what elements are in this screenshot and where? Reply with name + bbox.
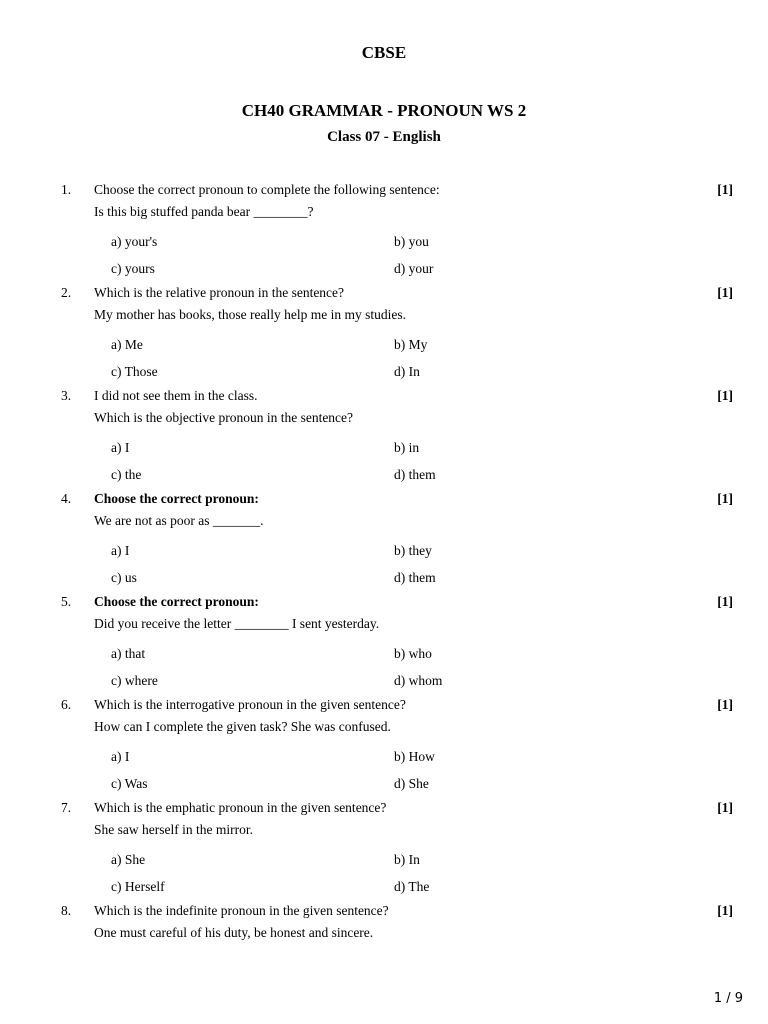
option-a: a) your's bbox=[111, 234, 158, 249]
question-number: 3. bbox=[61, 388, 72, 403]
option-b: b) in bbox=[394, 440, 420, 455]
option-c: c) Those bbox=[111, 364, 158, 379]
option-a: a) I bbox=[111, 543, 130, 558]
option-d: d) them bbox=[394, 570, 436, 585]
option-c: c) Was bbox=[111, 776, 148, 791]
question-marks: [1] bbox=[717, 491, 733, 506]
question-marks: [1] bbox=[717, 594, 733, 609]
option-a: a) I bbox=[111, 440, 130, 455]
option-b: b) In bbox=[394, 852, 420, 867]
question-subtext: Is this big stuffed panda bear ________? bbox=[94, 204, 314, 219]
option-b: b) My bbox=[394, 337, 428, 352]
worksheet-title: CH40 GRAMMAR - PRONOUN WS 2 bbox=[241, 101, 527, 120]
option-b: b) they bbox=[394, 543, 432, 558]
question-text: Which is the emphatic pronoun in the given sentence? bbox=[94, 800, 387, 815]
question-text: Which is the relative pronoun in the sentence? bbox=[94, 285, 345, 300]
question-subtext: Which is the objective pronoun in the sentence? bbox=[94, 410, 354, 425]
option-a: a) that bbox=[111, 646, 146, 661]
question-subtext: How can I complete the given task? She was confused. bbox=[94, 719, 391, 734]
option-c: c) yours bbox=[111, 261, 155, 276]
option-c: c) where bbox=[111, 673, 158, 688]
question-subtext: Did you receive the letter ________ I sent yesterday. bbox=[94, 616, 380, 631]
option-c: c) us bbox=[111, 570, 137, 585]
question-text: Which is the interrogative pronoun in the given sentence? bbox=[94, 697, 406, 712]
question-text: Choose the correct pronoun: bbox=[94, 594, 259, 609]
question-number: 4. bbox=[61, 491, 72, 506]
question-text: Choose the correct pronoun: bbox=[94, 491, 259, 506]
question-subtext: We are not as poor as _______. bbox=[94, 513, 264, 528]
question-marks: [1] bbox=[717, 903, 733, 918]
option-a: a) She bbox=[111, 852, 146, 867]
option-c: c) the bbox=[111, 467, 142, 482]
option-d: d) In bbox=[394, 364, 420, 379]
question-subtext: One must careful of his duty, be honest and sincere. bbox=[94, 925, 374, 940]
page-number: 1 / 9 bbox=[713, 991, 743, 1006]
question-number: 2. bbox=[61, 285, 72, 300]
question-marks: [1] bbox=[717, 182, 733, 197]
option-b: b) How bbox=[394, 749, 435, 764]
option-b: b) who bbox=[394, 646, 432, 661]
question-subtext: My mother has books, those really help me in my studies. bbox=[94, 307, 406, 322]
question-number: 6. bbox=[61, 697, 72, 712]
question-marks: [1] bbox=[717, 697, 733, 712]
option-d: d) The bbox=[394, 879, 430, 894]
question-marks: [1] bbox=[717, 388, 733, 403]
option-b: b) you bbox=[394, 234, 429, 249]
question-text: Which is the indefinite pronoun in the given sentence? bbox=[94, 903, 389, 918]
option-a: a) Me bbox=[111, 337, 143, 352]
question-text: Choose the correct pronoun to complete the following sentence: bbox=[94, 182, 440, 197]
option-a: a) I bbox=[111, 749, 130, 764]
option-d: d) She bbox=[394, 776, 429, 791]
option-d: d) them bbox=[394, 467, 436, 482]
option-d: d) your bbox=[394, 261, 434, 276]
question-marks: [1] bbox=[717, 800, 733, 815]
option-d: d) whom bbox=[394, 673, 443, 688]
question-number: 1. bbox=[61, 182, 72, 197]
question-number: 8. bbox=[61, 903, 72, 918]
class-subtitle: Class 07 - English bbox=[327, 129, 441, 145]
option-c: c) Herself bbox=[111, 879, 165, 894]
question-subtext: She saw herself in the mirror. bbox=[94, 822, 253, 837]
question-number: 5. bbox=[61, 594, 72, 609]
board-name: CBSE bbox=[361, 43, 407, 62]
question-marks: [1] bbox=[717, 285, 733, 300]
question-number: 7. bbox=[61, 800, 72, 815]
question-text: I did not see them in the class. bbox=[94, 388, 258, 403]
